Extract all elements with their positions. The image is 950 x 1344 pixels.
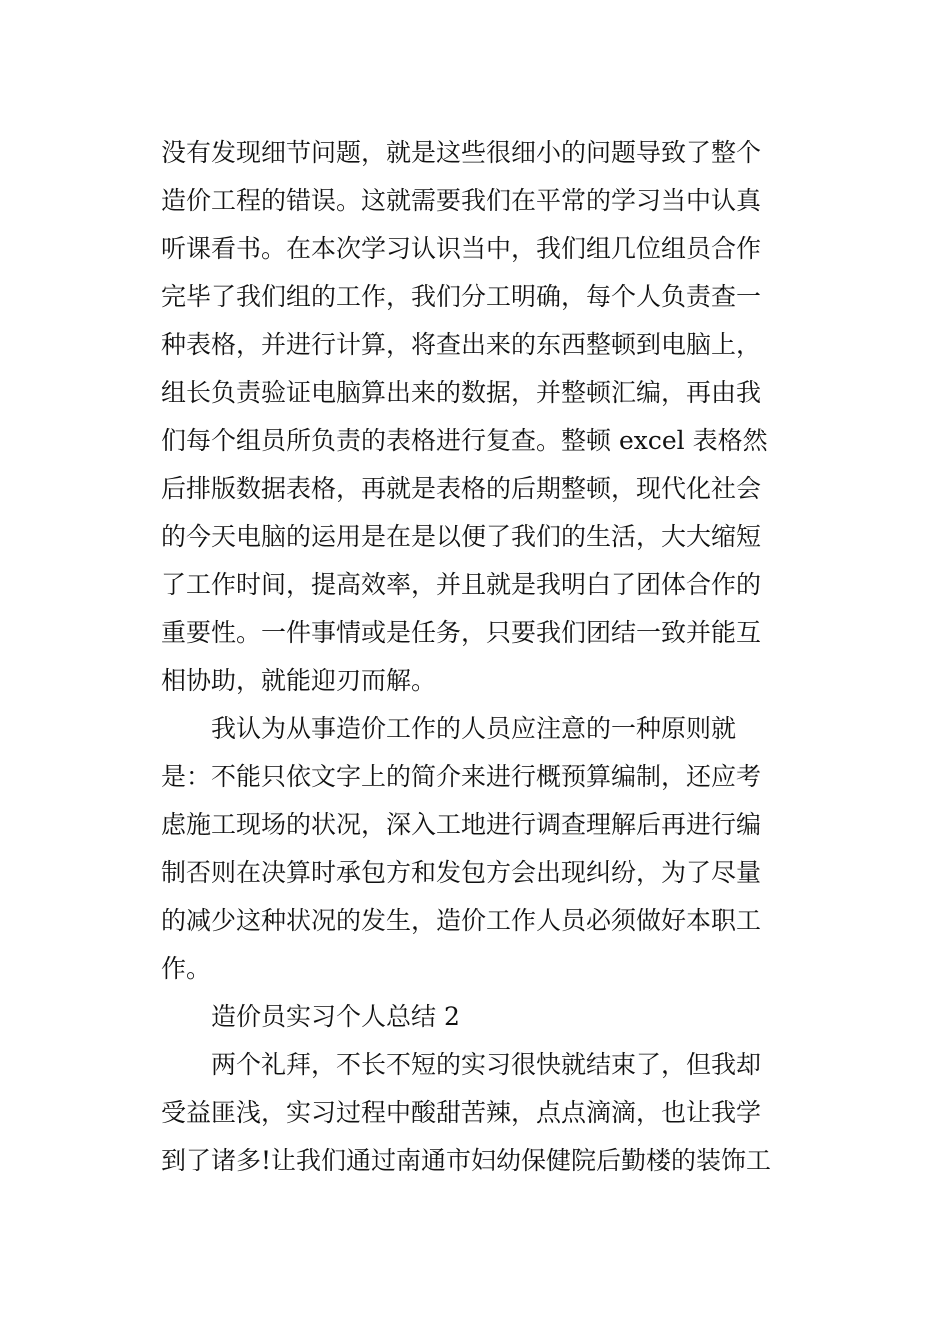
- text-line: 相协助，就能迎刃而解。: [161, 666, 437, 695]
- text-line: 的今天电脑的运用是在是以便了我们的生活，大大缩短: [161, 522, 762, 551]
- text-line: 了工作时间，提高效率，并且就是我明白了团体合作的: [161, 570, 762, 599]
- text-line: 造价工程的错误。这就需要我们在平常的学习当中认真: [161, 186, 762, 215]
- text-line: 虑施工现场的状况，深入工地进行调查理解后再进行编: [161, 810, 762, 839]
- text-line: 两个礼拜，不长不短的实习很快就结束了，但我却: [211, 1050, 762, 1079]
- text-line: 种表格，并进行计算，将查出来的东西整顿到电脑上，: [161, 330, 762, 359]
- text-line: 制否则在决算时承包方和发包方会出现纠纷，为了尽量: [161, 858, 762, 887]
- text-line: 没有发现细节问题，就是这些很细小的问题导致了整个: [161, 138, 762, 167]
- text-line: 重要性。一件事情或是任务，只要我们团结一致并能互: [161, 618, 762, 647]
- text-line: 后排版数据表格，再就是表格的后期整顿，现代化社会: [161, 474, 762, 503]
- section-heading: [161, 993, 791, 1041]
- paragraph-3: [161, 1041, 791, 1185]
- text-line: 我认为从事造价工作的人员应注意的一种原则就: [211, 714, 737, 743]
- text-line: 完毕了我们组的工作，我们分工明确，每个人负责查一: [161, 282, 762, 311]
- text-line: 听课看书。在本次学习认识当中，我们组几位组员合作: [161, 234, 762, 263]
- text-line: 的减少这种状况的发生，造价工作人员必须做好本职工: [161, 906, 762, 935]
- text-line: 们每个组员所负责的表格进行复查。整顿 excel 表格然: [161, 426, 768, 455]
- text-line: 受益匪浅，实习过程中酸甜苦辣，点点滴滴，也让我学: [161, 1098, 762, 1127]
- text-line: 组长负责验证电脑算出来的数据，并整顿汇编，再由我: [161, 378, 762, 407]
- paragraph-1: [161, 129, 791, 705]
- text-line: 到了诸多!让我们通过南通市妇幼保健院后勤楼的装饰工: [161, 1146, 772, 1175]
- paragraph-2: [161, 705, 791, 993]
- text-line: 作。: [161, 954, 212, 983]
- document-body: [161, 129, 791, 1185]
- heading-text: 造价员实习个人总结 2: [211, 1002, 460, 1031]
- text-line: 是：不能只依文字上的简介来进行概预算编制，还应考: [161, 762, 762, 791]
